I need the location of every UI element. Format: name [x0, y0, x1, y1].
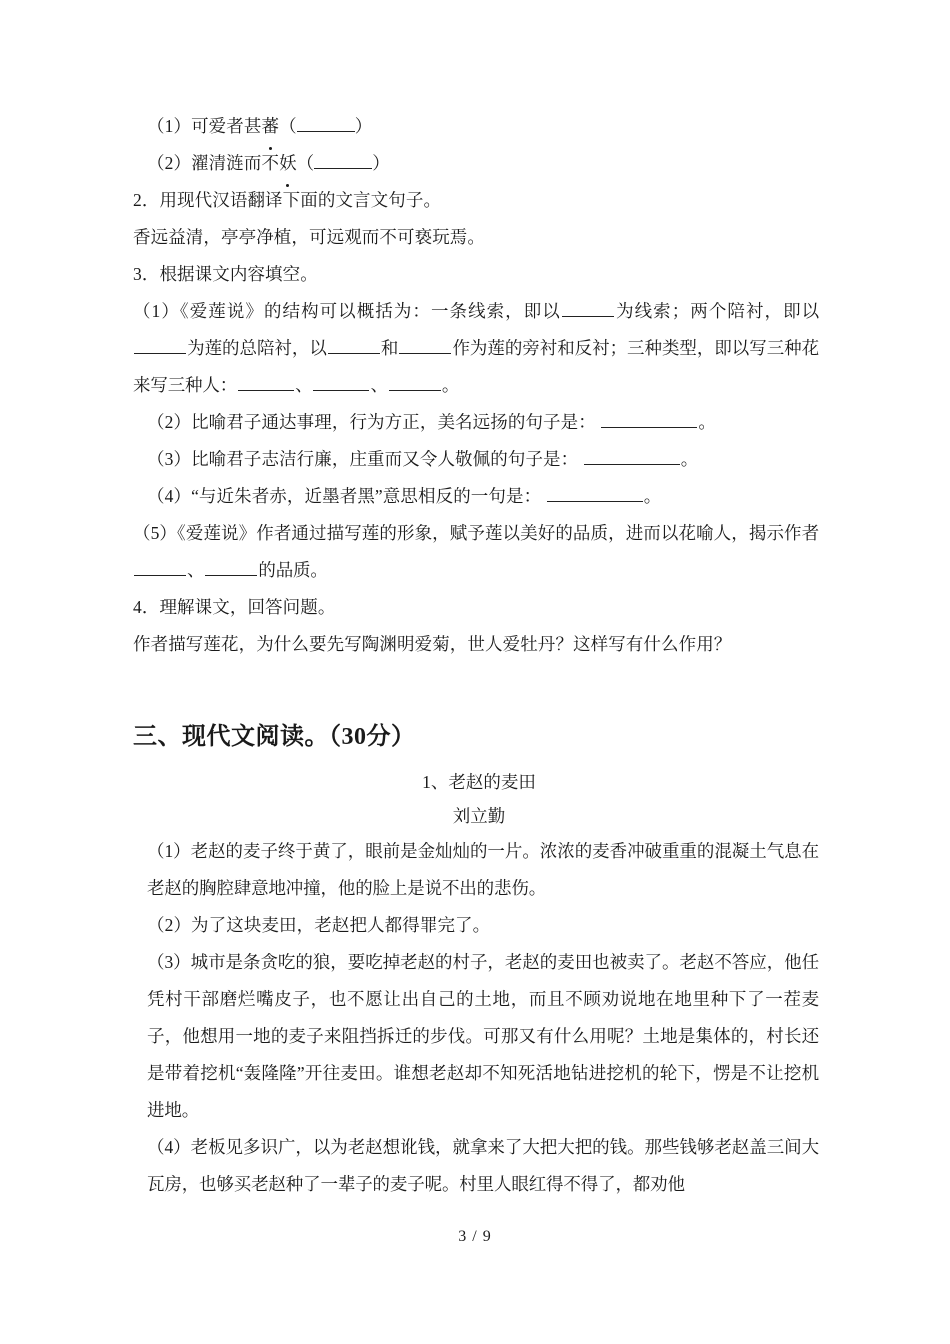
- q3-item1-blank-2[interactable]: [134, 336, 186, 355]
- q3-item1-blank-4[interactable]: [399, 336, 451, 355]
- q3-item1-blank-1[interactable]: [562, 299, 614, 318]
- modern-section-heading: 三、现代文阅读。（30分）: [133, 724, 416, 750]
- q1-item1-blank[interactable]: [297, 114, 355, 133]
- question-2-sentence: 香远益清，亭亭净植，可远观而不可亵玩焉。: [133, 227, 485, 247]
- q1-item2-dotted-char: 妖: [279, 145, 297, 182]
- q3-item5-blank-1[interactable]: [134, 558, 186, 577]
- question-3-item-2: [133, 404, 819, 441]
- q3-item5-seg1: 《爱莲说》作者通过描写莲的形象，赋予莲以美好的品质，进而以花喻人，揭示作者: [177, 523, 819, 543]
- question-4-prompt: [133, 589, 819, 626]
- q1-item1-dotted-char: 蕃: [261, 108, 279, 145]
- q3-item3-tail: 。: [680, 449, 699, 469]
- article-paragraph-4: （4）老板见多识广，以为老赵想讹钱，就拿来了大把大把的钱。那些钱够老赵盖三间大瓦房，也够买老赵种了一辈子的麦子呢。村里人眼红得不得了，都劝他: [147, 1137, 819, 1194]
- q3-item3-label: （3）: [147, 449, 192, 469]
- question-2-prompt: [133, 182, 819, 219]
- q3-item5-seg3: 的品质。: [258, 560, 328, 580]
- q3-item1-blank-5[interactable]: [238, 373, 294, 392]
- q3-item1-blank-3[interactable]: [328, 336, 380, 355]
- q1-item1-text: 可爱者甚: [191, 116, 262, 136]
- q3-item1-seg8: 。: [441, 375, 460, 395]
- q3-item1-seg4: 和: [380, 338, 399, 358]
- q4-prompt-text: 理解课文，回答问题。: [159, 597, 336, 617]
- q2-prompt-text: 用现代汉语翻译下面的文言文句子。: [159, 190, 442, 210]
- q1-item2-blank[interactable]: [314, 151, 372, 170]
- q3-number: 3．: [133, 264, 160, 284]
- q3-item2-text: 比喻君子通达事理，行为方正，美名远扬的句子是：: [191, 412, 596, 432]
- q3-item1-blank-7[interactable]: [389, 373, 441, 392]
- page-footer: 3 / 9: [458, 1228, 492, 1245]
- q1-item1-number: （1）: [147, 116, 192, 136]
- q1-item2-number: （2）: [147, 153, 192, 173]
- q3-item4-text: “与近朱者赤，近墨者黑”意思相反的一句是：: [191, 486, 542, 506]
- question-3-item-1: [133, 293, 819, 404]
- q3-item5-seg2: 、: [187, 560, 205, 580]
- question-3-item-3: [133, 441, 819, 478]
- question-4-question: 作者描写莲花，为什么要先写陶渊明爱菊，世人爱牡丹？这样写有什么作用？: [133, 634, 732, 654]
- article-title: 1、老赵的麦田: [422, 772, 536, 792]
- q3-item1-label: （1）: [133, 301, 180, 321]
- q3-prompt-text: 根据课文内容填空。: [159, 264, 318, 284]
- article-paragraph-3: （3）城市是条贪吃的狼，要吃掉老赵的村子，老赵的麦田也被卖了。老赵不答应，他任凭村干部磨烂嘴皮子，也不愿让出自己的土地，而且不顾劝说地在地里种下了一茬麦子，他想用一地的麦子来阻挡拆迁的步伐。可那又有什么用呢？土地是集体的，村长还是带着挖机“轰隆隆”开往麦田。谁想老赵却不知死活地钻进挖机的轮下，愣是不让挖机进地。: [147, 952, 819, 1120]
- q3-item4-blank[interactable]: [547, 484, 643, 503]
- heading-spacer: [133, 757, 819, 765]
- q3-item2-tail: 。: [698, 412, 716, 432]
- question-3-item-5: [133, 515, 819, 589]
- section-spacer: [133, 663, 819, 717]
- q3-item4-label: （4）: [147, 486, 192, 506]
- q3-item1-seg1: 《爱莲说》的结构可以概括为：一条线索，即以: [179, 301, 561, 321]
- article-author: 刘立勤: [452, 806, 506, 826]
- q3-item1-seg5: 作为莲的旁衬和反衬；三种类型，即以写三种花来写三种人：: [133, 338, 819, 395]
- q3-item1-blank-6[interactable]: [313, 373, 369, 392]
- question-1-item-2: （2）濯清涟而不妖（ ）: [133, 145, 819, 182]
- article-paragraph-2: （2）为了这块麦田，老赵把人都得罪完了。: [147, 915, 491, 935]
- q3-item1-seg2: 为线索；两个陪衬，即以: [614, 301, 819, 321]
- question-3-item-4: [133, 478, 819, 515]
- q1-item2-text: 濯清涟而不: [191, 153, 280, 173]
- q4-number: 4．: [133, 597, 160, 617]
- q3-item1-seg6: 、: [295, 375, 313, 395]
- article-paragraph-1: （1）老赵的麦子终于黄了，眼前是金灿灿的一片。浓浓的麦香冲破重重的混凝土气息在老赵的胸腔肆意地冲撞，他的脸上是说不出的悲伤。: [147, 841, 819, 898]
- question-1-item-1: （1）可爱者甚蕃（ ）: [133, 108, 819, 145]
- q3-item3-text: 比喻君子志洁行廉，庄重而又令人敬佩的句子是：: [191, 449, 579, 469]
- q3-item2-label: （2）: [147, 412, 192, 432]
- q3-item1-seg7: 、: [370, 375, 388, 395]
- q3-item5-label: （5）: [133, 523, 178, 543]
- q3-item4-tail: 。: [643, 486, 662, 506]
- q3-item3-blank[interactable]: [584, 447, 680, 466]
- q2-number: 2．: [133, 190, 160, 210]
- q3-item5-blank-2[interactable]: [205, 558, 257, 577]
- q3-item2-blank[interactable]: [601, 410, 697, 429]
- question-3-prompt: [133, 256, 819, 293]
- page-content: [133, 108, 819, 1203]
- q3-item1-seg3: 为莲的总陪衬，以: [187, 338, 327, 358]
